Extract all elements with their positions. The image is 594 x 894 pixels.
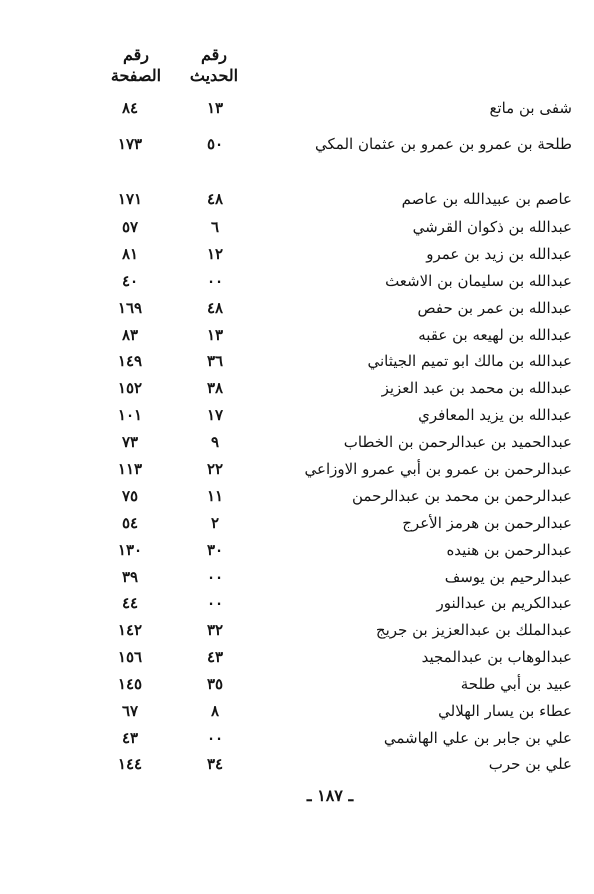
hadith-number: ٩ [210,433,220,451]
page-reference: ١٧١ [117,190,143,208]
list-item [0,752,594,776]
hadith-number: ١٣ [206,326,224,344]
page-reference: ١٤٥ [117,675,143,693]
narrator-name: عبدالله بن محمد بن عبد العزيز [381,379,572,397]
hadith-number: ١١ [206,487,224,505]
hadith-number: ٤٣ [206,648,224,666]
hadith-number: ٣٠ [206,541,224,559]
narrator-name: عبدالكريم بن عبدالنور [436,594,572,612]
list-item [0,511,594,535]
list-item [0,403,594,427]
page-reference: ٦٧ [121,702,139,720]
page-reference: ٤٤ [121,594,139,612]
hadith-number: ٢ [210,514,220,532]
hadith-number: ٣٦ [206,352,224,370]
hadith-number: ٤٨ [206,299,224,317]
narrator-name: عبدالملك بن عبدالعزيز بن جريج [375,621,572,639]
list-item [0,215,594,239]
narrator-name: عبدالله بن عمر بن حفص [417,299,572,317]
narrator-name: عبدالله بن يزيد المعافري [418,406,572,424]
page-reference: ٧٣ [121,433,139,451]
narrator-name: عبدالله بن زيد بن عمرو [426,245,572,263]
hadith-number: ٨ [210,702,220,720]
narrator-name: عبدالرحمن بن هرمز الأعرج [402,514,572,532]
list-item [0,269,594,293]
page-reference: ١٣٠ [117,541,143,559]
hadith-number: ٢٢ [206,460,224,478]
list-item [0,672,594,696]
page-reference: ١٤٩ [117,352,143,370]
narrator-name: عطاء بن يسار الهلالي [438,702,572,720]
list-item [0,376,594,400]
hadith-number: ١٢ [206,245,224,263]
page-reference: ١١٣ [117,460,143,478]
page-reference: ٥٤ [121,514,139,532]
narrator-name: عبدالله بن لهيعه بن عقبه [418,326,572,344]
list-item [0,349,594,373]
list-item [0,132,594,156]
narrator-name: طلحة بن عمرو بن عمرو بن عثمان المكي [315,135,572,153]
hadith-number: ٣٤ [206,755,224,773]
list-item [0,242,594,266]
page-reference: ٨١ [121,245,139,263]
narrator-name: عبدالوهاب بن عبدالمجيد [421,648,572,666]
page-reference: ١٠١ [117,406,143,424]
page-reference: ١٥٦ [117,648,143,666]
list-item [0,699,594,723]
narrator-name: عبدالله بن سليمان بن الاشعث [385,272,572,290]
narrator-name: عبدالحميد بن عبدالرحمن بن الخطاب [343,433,572,451]
narrator-name: عاصم بن عبيدالله بن عاصم [401,190,572,208]
list-item [0,726,594,750]
hadith-number: ٦ [210,218,220,236]
narrator-name: عبيد بن أبي طلحة [460,675,572,693]
list-item [0,296,594,320]
hadith-number: ٠٠ [206,729,224,747]
hadith-number: ٠٠ [206,594,224,612]
list-item [0,538,594,562]
list-item [0,457,594,481]
list-item [0,618,594,642]
list-item [0,323,594,347]
page-reference: ٣٩ [121,568,139,586]
page-number: ـ ١٨٧ ـ [306,786,354,805]
narrator-name: عبدالرحيم بن يوسف [444,568,572,586]
hadith-number: ٣٨ [206,379,224,397]
list-item [0,187,594,211]
page-reference: ٧٥ [121,487,139,505]
narrator-name: علي بن حرب [488,755,572,773]
narrator-name: عبدالرحمن بن هنيده [446,541,572,559]
hadith-number: ١٣ [206,99,224,117]
page-reference: ١٥٢ [117,379,143,397]
page-reference: ١٦٩ [117,299,143,317]
list-item [0,430,594,454]
list-item [0,645,594,669]
hadith-number: ٠٠ [206,568,224,586]
hadith-number: ٠٠ [206,272,224,290]
page-reference: ٨٣ [121,326,139,344]
page-reference: ١٤٢ [117,621,143,639]
narrator-name: علي بن جابر بن علي الهاشمي [383,729,572,747]
narrator-name: شفى بن ماتع [489,99,572,117]
page-reference: ١٤٤ [117,755,143,773]
hadith-number: ٥٠ [206,135,224,153]
list-item [0,565,594,589]
page-reference: ١٧٣ [117,135,143,153]
page-reference: ٨٤ [121,99,139,117]
narrator-name: عبدالله بن مالك ابو تميم الجيثاني [367,352,572,370]
page-reference: ٥٧ [121,218,139,236]
page-reference: ٤٠ [121,272,139,290]
hadith-number: ٤٨ [206,190,224,208]
hadith-number: ١٧ [206,406,224,424]
page-reference: ٤٣ [121,729,139,747]
list-item [0,96,594,120]
hadith-number: ٣٢ [206,621,224,639]
narrator-name: عبدالله بن ذكوان القرشي [412,218,572,236]
narrator-name: عبدالرحمن بن عمرو بن أبي عمرو الاوزاعي [304,460,572,478]
page-number-header: رقم الصفحة [110,45,162,85]
list-item [0,484,594,508]
hadith-number: ٣٥ [206,675,224,693]
list-item [0,591,594,615]
hadith-number-header: رقم الحديث [189,45,239,85]
narrator-name: عبدالرحمن بن محمد بن عبدالرحمن [352,487,572,505]
